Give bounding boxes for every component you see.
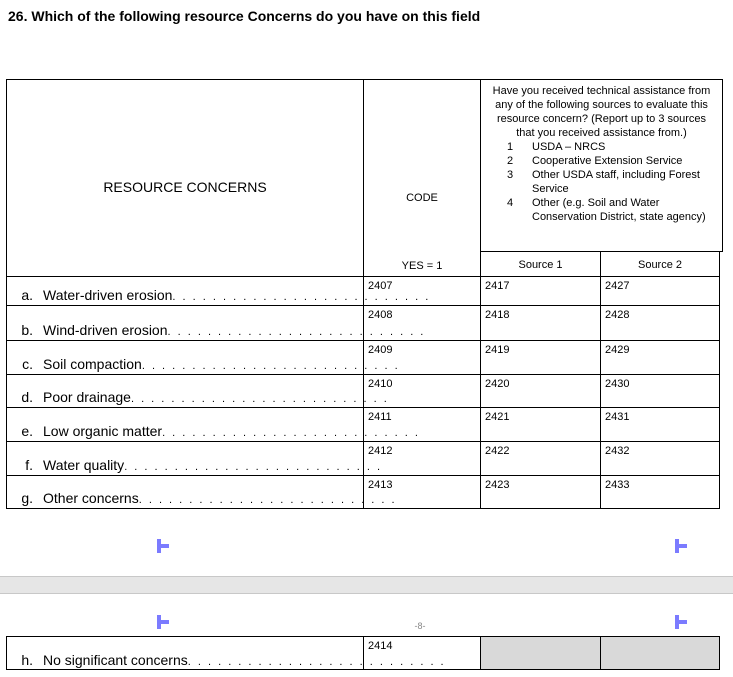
source-number: 3: [507, 169, 514, 181]
source1-cell[interactable]: 2421: [480, 407, 601, 442]
source1-cell[interactable]: 2423: [480, 475, 601, 509]
source2-cell[interactable]: 2430: [600, 374, 720, 408]
header-code-cell: [363, 79, 481, 277]
assistance-header: [480, 79, 723, 252]
yes-heading: YES = 1: [401, 260, 443, 272]
code-cell[interactable]: 2411: [363, 407, 481, 442]
page-marker-icon: [157, 539, 161, 553]
source2-cell[interactable]: 2427: [600, 276, 720, 306]
source2-heading: Source 2: [600, 251, 720, 277]
source-number: 2: [507, 155, 514, 167]
leader-dots: . . . . . . . . . . . . . . . . . . . . . . . . . .: [124, 461, 383, 473]
row-letter: f.: [25, 457, 33, 473]
leader-dots: . . . . . . . . . . . . . . . . . . . . . . . . . .: [187, 656, 446, 668]
source-label: Cooperative Extension Service: [532, 155, 683, 167]
source2-cell[interactable]: 2431: [600, 407, 720, 442]
assistance-question: Have you received technical assistance from any of the following sources to evaluate this resource concern? (Report up to 3 sources that you received assistance from.): [492, 85, 711, 139]
source-option: [507, 140, 714, 154]
code-cell[interactable]: 2408: [363, 305, 481, 341]
row-label: Soil compaction: [43, 356, 142, 372]
row-h-source2-shaded: [600, 636, 720, 670]
leader-dots: . . . . . . . . . . . . . . . . . . . . . . . . . .: [167, 326, 426, 338]
leader-dots: . . . . . . . . . . . . . . . . . . . . . . . . . .: [138, 494, 397, 506]
source-option: [507, 168, 714, 196]
page-marker-icon: [157, 615, 161, 629]
code-cell[interactable]: 2407: [363, 276, 481, 306]
code-cell[interactable]: 2413: [363, 475, 481, 509]
leader-dots: . . . . . . . . . . . . . . . . . . . . . . . . . .: [172, 291, 431, 303]
row-letter: e.: [21, 423, 33, 439]
page-marker-icon: [675, 615, 679, 629]
row-label: Low organic matter: [43, 423, 163, 439]
source1-cell[interactable]: 2420: [480, 374, 601, 408]
row-label: Other concerns: [43, 490, 139, 506]
source1-heading: Source 1: [480, 251, 601, 277]
row-h-source1-shaded: [480, 636, 601, 670]
row-label: Water quality: [43, 457, 125, 473]
source1-cell[interactable]: 2419: [480, 340, 601, 375]
leader-dots: . . . . . . . . . . . . . . . . . . . . . . . . . .: [141, 360, 400, 372]
source-option: [507, 154, 714, 168]
code-cell[interactable]: 2409: [363, 340, 481, 375]
page-break: [0, 576, 733, 594]
row-h-code-cell[interactable]: 2414: [363, 636, 481, 670]
source2-cell[interactable]: 2429: [600, 340, 720, 375]
row-letter: d.: [21, 389, 33, 405]
row-label: No significant concerns: [43, 652, 188, 668]
leader-dots: . . . . . . . . . . . . . . . . . . . . . . . . . .: [162, 427, 420, 439]
leader-dots: . . . . . . . . . . . . . . . . . . . . . . . . . .: [130, 393, 389, 405]
source2-cell[interactable]: 2428: [600, 305, 720, 341]
row-label: Water-driven erosion: [43, 287, 173, 303]
source1-cell[interactable]: 2422: [480, 441, 601, 476]
row-letter: g.: [21, 490, 33, 506]
row-letter: a.: [21, 287, 33, 303]
source-list: [489, 140, 714, 224]
source-label: Other (e.g. Soil and Water Conservation District, state agency): [532, 197, 706, 223]
code-heading: CODE: [406, 192, 438, 204]
source1-cell[interactable]: 2418: [480, 305, 601, 341]
source2-cell[interactable]: 2433: [600, 475, 720, 509]
row-letter: b.: [21, 322, 33, 338]
header-resource-concerns-cell: [6, 79, 364, 277]
resource-concerns-heading: RESOURCE CONCERNS: [103, 179, 267, 195]
code-cell[interactable]: 2412: [363, 441, 481, 476]
source-number: 4: [507, 197, 514, 209]
source-number: 1: [507, 141, 514, 153]
source-option: [507, 196, 714, 224]
source-label: USDA – NRCS: [532, 141, 606, 153]
source1-cell[interactable]: 2417: [480, 276, 601, 306]
question-title: 26. Which of the following resource Concerns do you have on this field: [8, 8, 481, 24]
row-letter: h.: [21, 652, 33, 668]
row-letter: c.: [22, 356, 33, 372]
code-cell[interactable]: 2410: [363, 374, 481, 408]
row-label: Poor drainage: [43, 389, 131, 405]
page-number: -8-: [414, 621, 426, 631]
row-label: Wind-driven erosion: [43, 322, 168, 338]
page-marker-icon: [675, 539, 679, 553]
source2-cell[interactable]: 2432: [600, 441, 720, 476]
source-label: Other USDA staff, including Forest Service: [532, 169, 700, 195]
